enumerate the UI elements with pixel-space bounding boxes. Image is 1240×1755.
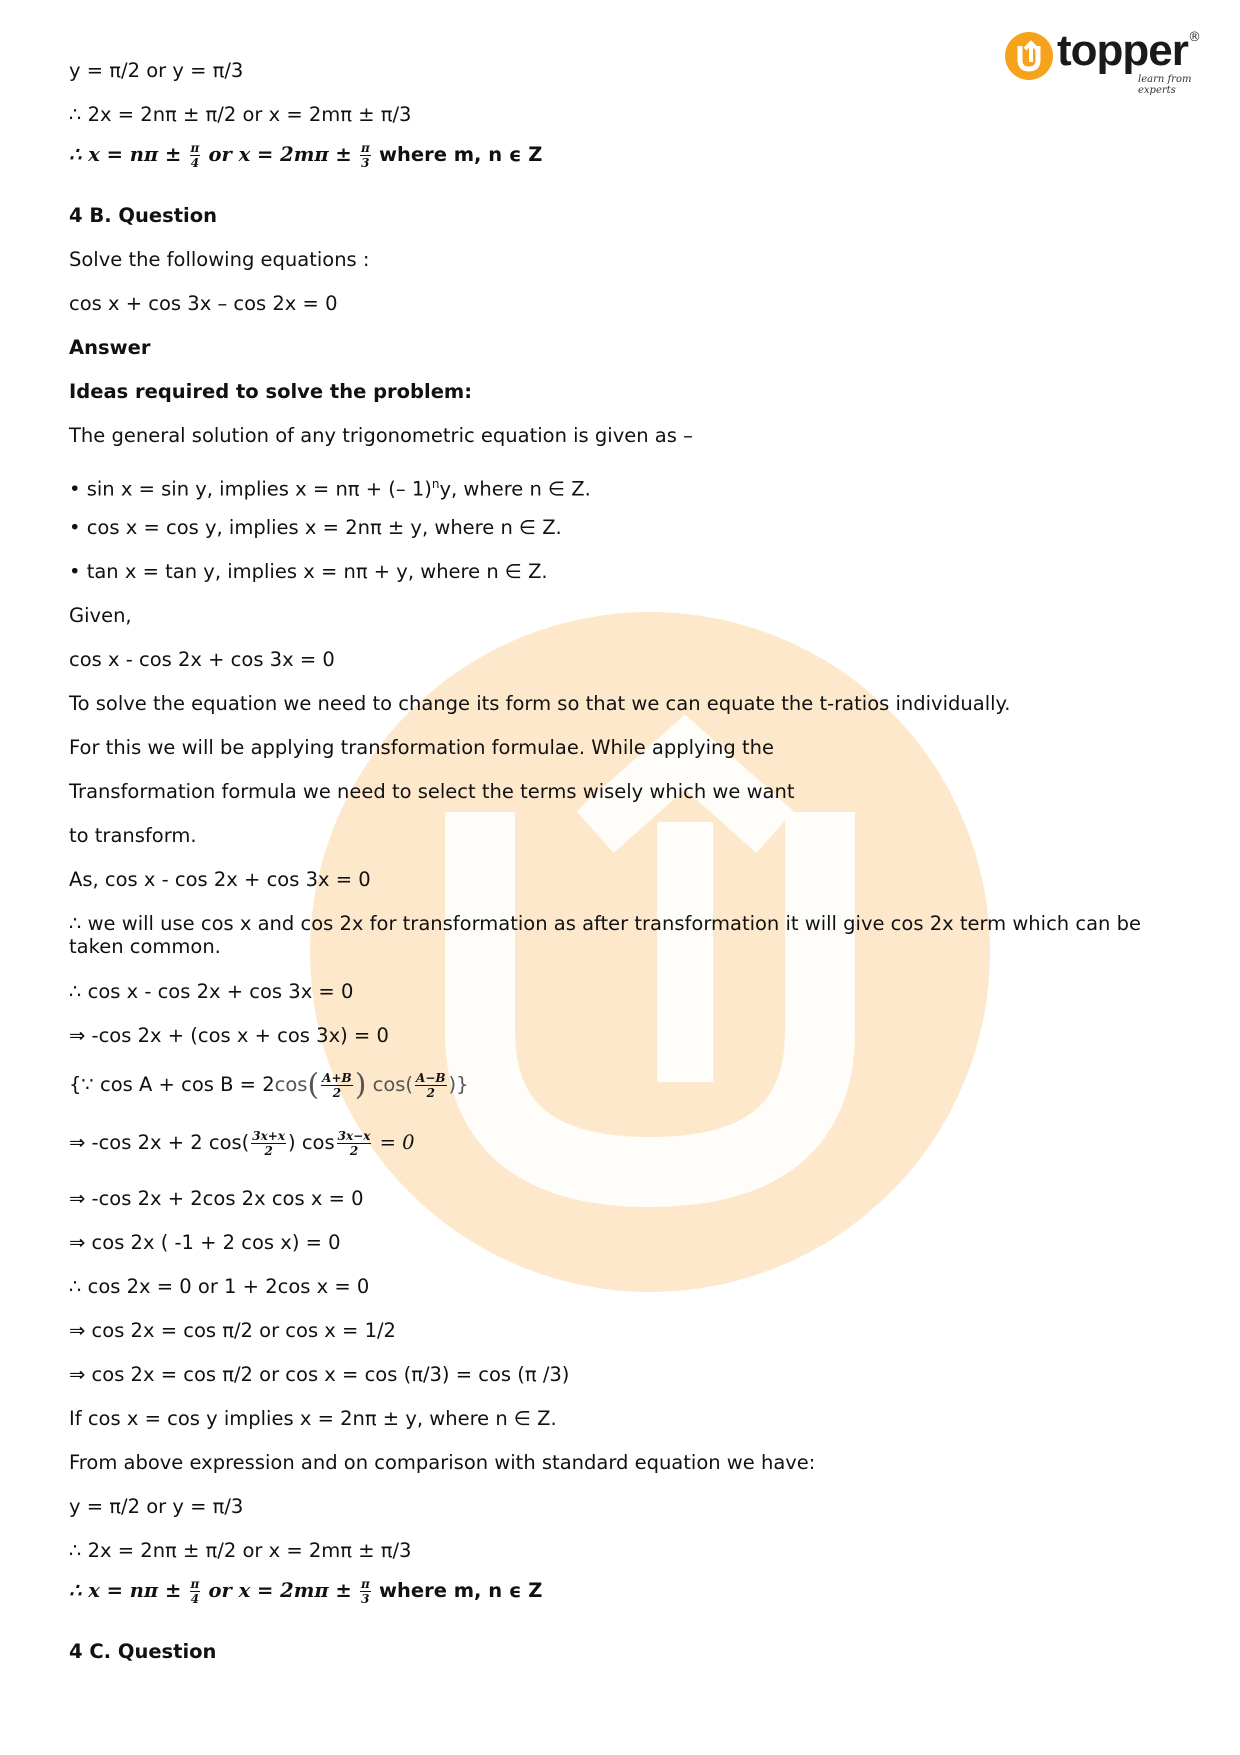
fraction-a-minus-b: $\frac{A-B}{2}$	[416, 1071, 446, 1100]
fraction-pi-4: $\frac{\pi}{4}$	[190, 1577, 200, 1606]
math-text: or x = 2mπ ±	[208, 143, 352, 166]
text-line: The general solution of any trigonometric equation is given as –	[69, 424, 693, 447]
math-text: or x = 2mπ ±	[208, 1579, 352, 1602]
sin-rule: • sin x = sin y, implies x = nπ + (– 1)$^n$y, where n ∈ Z.	[69, 477, 591, 501]
step-line: ∴ cos 2x = 0 or 1 + 2cos x = 0	[69, 1275, 370, 1298]
text-line: As, cos x - cos 2x + cos 3x = 0	[69, 868, 371, 891]
text-line: to transform.	[69, 824, 197, 847]
step-line: If cos x = cos y implies x = 2nπ ± y, where n ∈ Z.	[69, 1407, 557, 1430]
step-line: y = π/2 or y = π/3	[69, 1495, 244, 1518]
formula-line: {∵ cos A + cos B = 2cos( $\frac{A+B}{2}$ ) cos( $\frac{A-B}{2}$ )}	[69, 1067, 469, 1103]
step-line: ⇒ cos 2x ( -1 + 2 cos x) = 0	[69, 1231, 341, 1254]
logo-tagline: learn from experts	[1138, 74, 1192, 96]
step-line: ⇒ cos 2x = cos π/2 or cos x = 1/2	[69, 1319, 396, 1342]
text-paragraph: ∴ we will use cos x and cos 2x for transformation as after transformation it will give cos 2x term which can be taken common.	[69, 912, 1141, 958]
fraction-a-plus-b: $\frac{A+B}{2}$	[322, 1071, 352, 1100]
math-suffix: where m, n ϵ Z	[378, 143, 543, 166]
text-line: Transformation formula we need to select the terms wisely which we want	[69, 780, 795, 803]
math-suffix: where m, n ϵ Z	[378, 1579, 543, 1602]
fraction-pi-4: $\frac{\pi}{4}$	[190, 141, 200, 170]
solution-line	[69, 142, 542, 169]
cos-rule: • cos x = cos y, implies x = 2nπ ± y, where n ∈ Z.	[69, 516, 562, 539]
topper-logo[interactable]	[1005, 26, 1205, 96]
step-line: ⇒ -cos 2x + (cos x + cos 3x) = 0	[69, 1024, 389, 1047]
math-text: ∴ x = nπ ±	[69, 1579, 182, 1602]
step-line: ⇒ cos 2x = cos π/2 or cos x = cos (π/3) = cos (π /3)	[69, 1363, 570, 1386]
step-line: ⇒ -cos 2x + 2 cos( $\frac{3x+x}{2}$ ) cos $\frac{3x-x}{2}$ = 0	[69, 1129, 415, 1158]
fraction-3x-plus-x: $\frac{3x+x}{2}$	[252, 1129, 286, 1158]
ideas-heading: Ideas required to solve the problem:	[69, 380, 473, 403]
question-text: Solve the following equations :	[69, 248, 370, 271]
math-text: ∴ x = nπ ±	[69, 143, 182, 166]
answer-heading: Answer	[69, 336, 151, 359]
logo-u-icon	[1005, 32, 1053, 80]
fraction-3x-minus-x: $\frac{3x-x}{2}$	[337, 1129, 371, 1158]
fraction-pi-3: $\frac{\pi}{3}$	[360, 1577, 370, 1606]
logo-name: topper	[1057, 26, 1188, 75]
equation: cos x + cos 3x – cos 2x = 0	[69, 292, 338, 315]
fraction-pi-3: $\frac{\pi}{3}$	[360, 141, 370, 170]
step-line: ∴ cos x - cos 2x + cos 3x = 0	[69, 980, 354, 1003]
tan-rule: • tan x = tan y, implies x = nπ + y, where n ∈ Z.	[69, 560, 548, 583]
step-line: ∴ 2x = 2nπ ± π/2 or x = 2mπ ± π/3	[69, 1539, 412, 1562]
text-line: For this we will be applying transformation formulae. While applying the	[69, 736, 774, 759]
step-line: ⇒ -cos 2x + 2cos 2x cos x = 0	[69, 1187, 364, 1210]
text-line: y = π/2 or y = π/3	[69, 59, 244, 82]
logo-registered-mark: ®	[1188, 30, 1201, 45]
text-line: Given,	[69, 604, 132, 627]
text-line: ∴ 2x = 2nπ ± π/2 or x = 2mπ ± π/3	[69, 103, 412, 126]
question-heading: 4 B. Question	[69, 204, 217, 227]
solution-line	[69, 1578, 542, 1605]
equation: cos x - cos 2x + cos 3x = 0	[69, 648, 335, 671]
step-line: From above expression and on comparison with standard equation we have:	[69, 1451, 816, 1474]
text-line: To solve the equation we need to change its form so that we can equate the t-ratios individually.	[69, 692, 1011, 715]
question-heading: 4 C. Question	[69, 1640, 217, 1663]
